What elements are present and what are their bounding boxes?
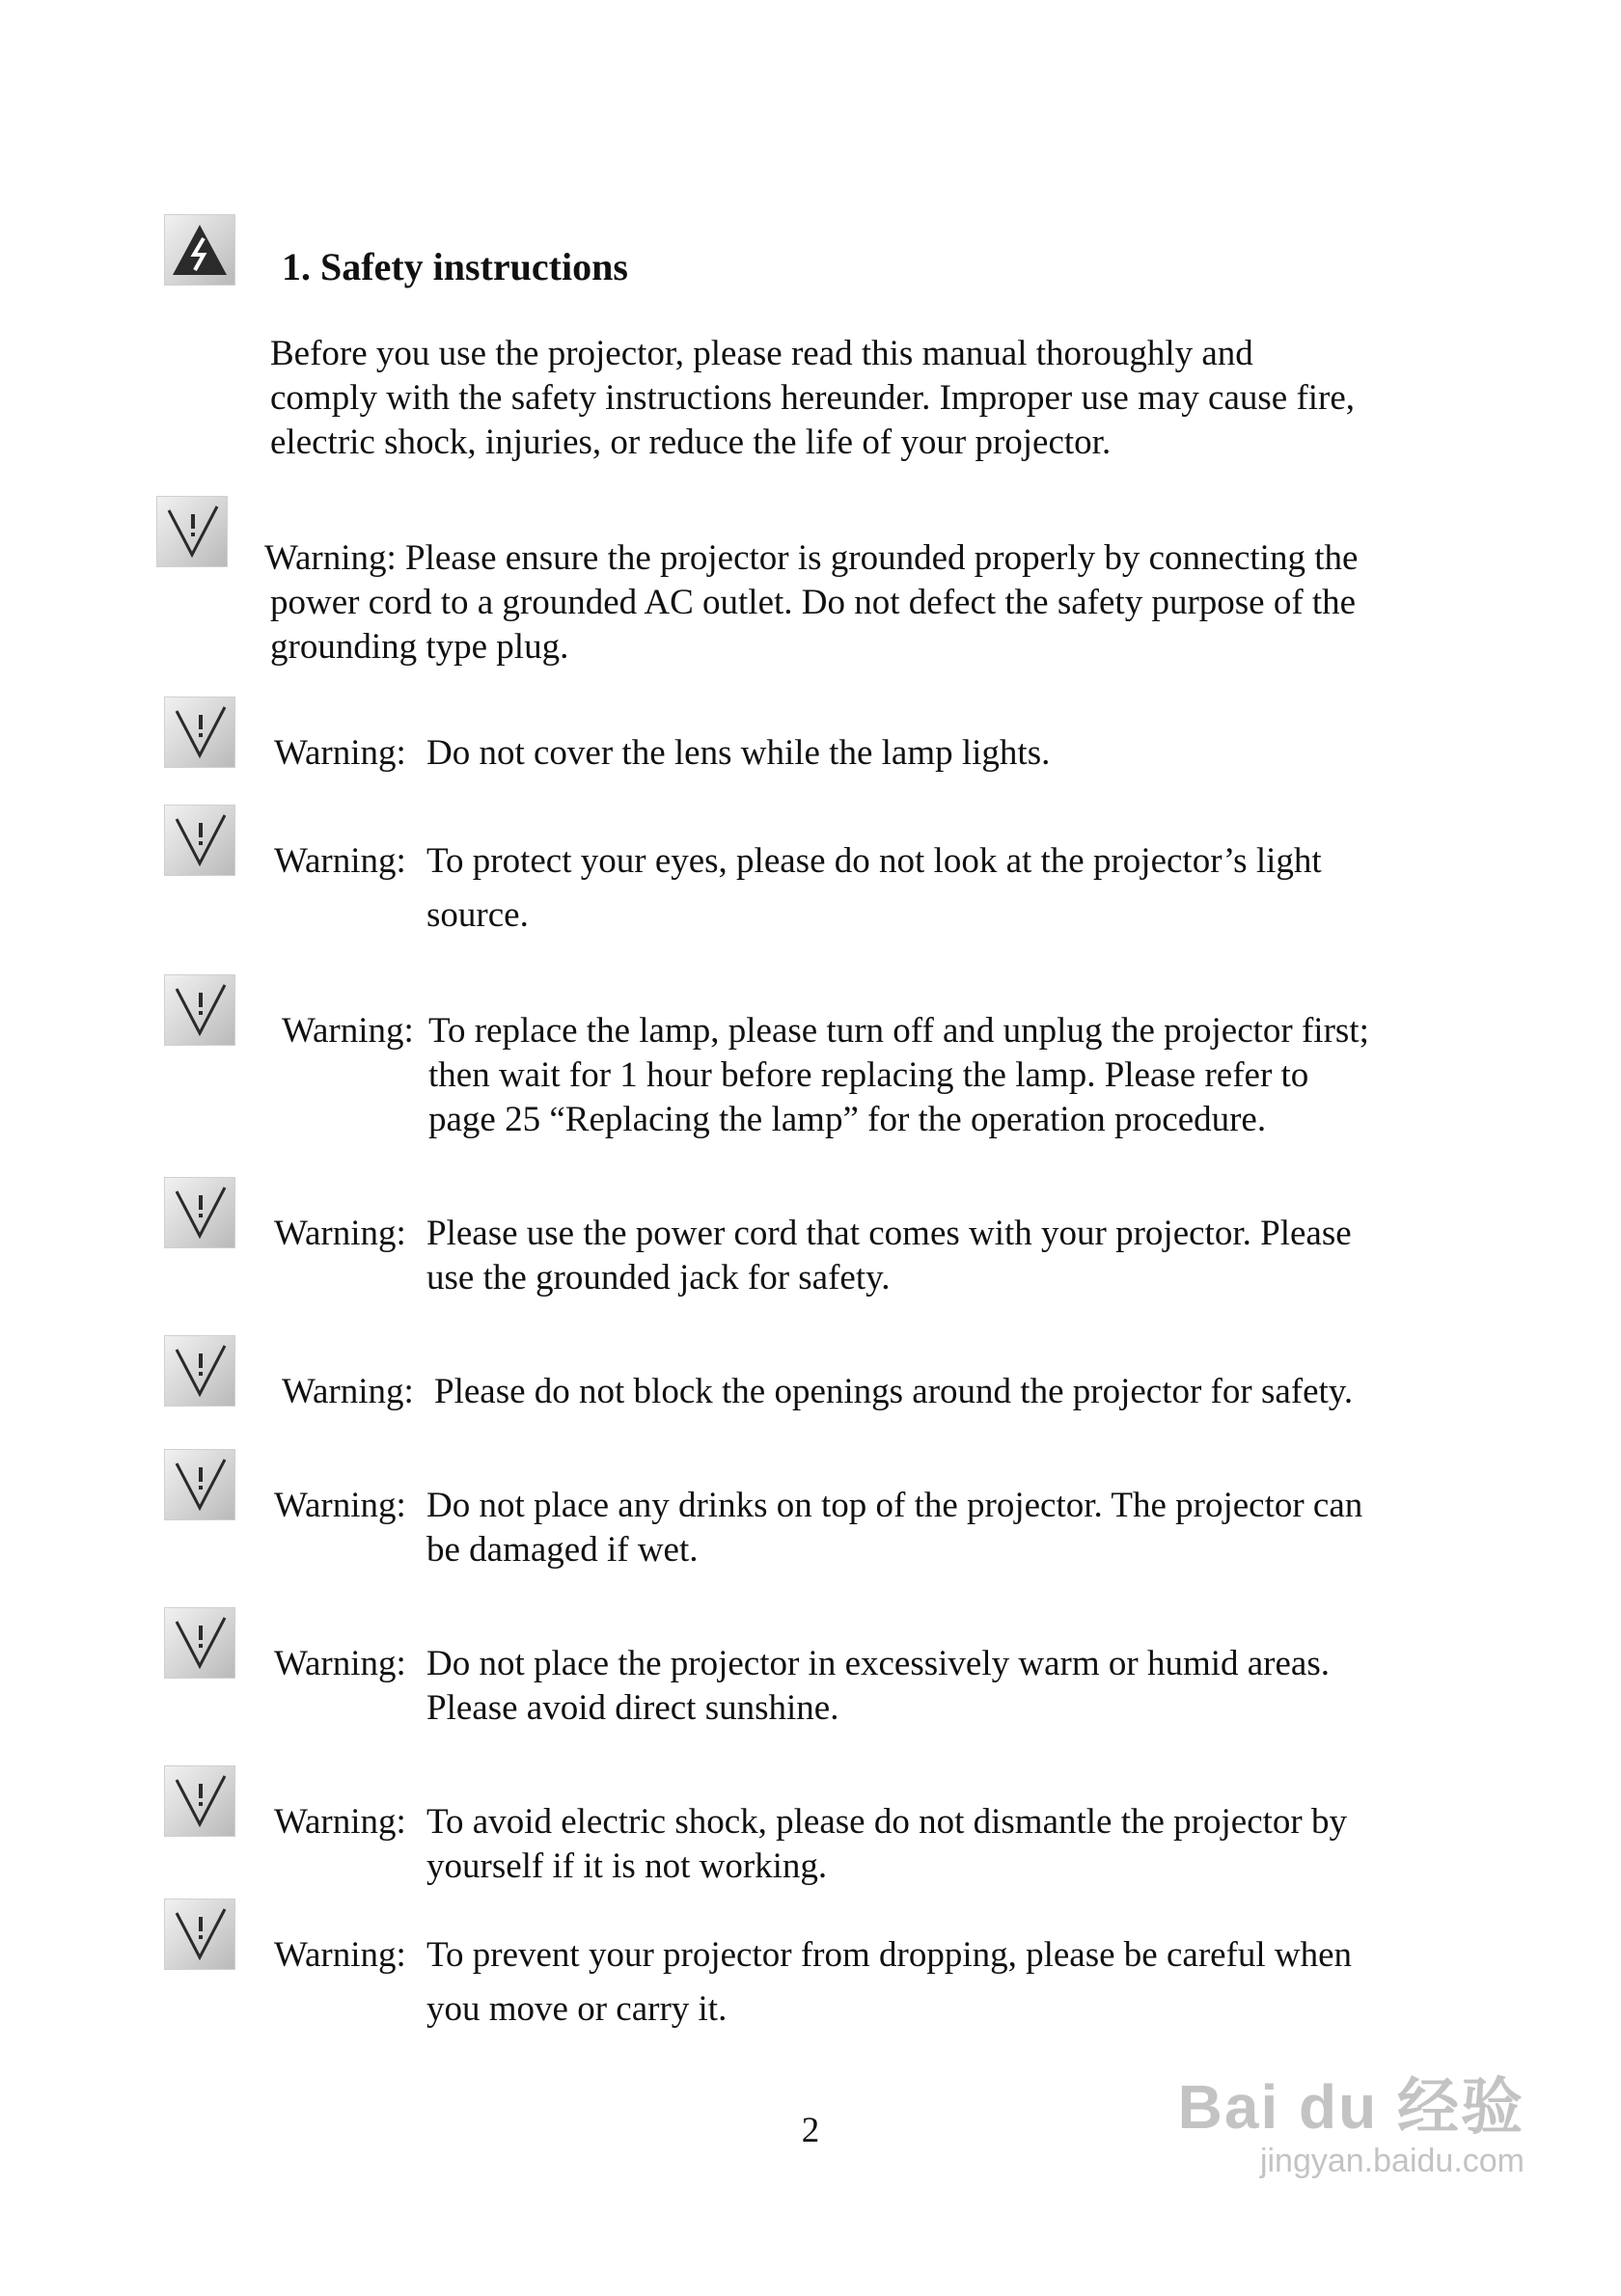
warning-icon: [164, 974, 235, 1046]
warning-label: Warning:: [274, 733, 406, 773]
warning-line: you move or carry it.: [426, 1989, 728, 2029]
warning-icon: [164, 1177, 235, 1248]
warning-label: Warning:: [274, 1214, 406, 1253]
warning-line: yourself if it is not working.: [426, 1846, 828, 1886]
warning-line: Please use the power cord that comes with your projector. Please: [426, 1214, 1352, 1253]
watermark: [1178, 2072, 1525, 2180]
warning-line: Warning: Please ensure the projector is grounded properly by connecting the: [264, 538, 1359, 578]
warning-label: Warning:: [274, 841, 406, 881]
warning-line: page 25 “Replacing the lamp” for the operation procedure.: [428, 1100, 1267, 1139]
warning-line: To prevent your projector from dropping, please be careful when: [426, 1935, 1353, 1975]
warning-icon: [164, 1765, 235, 1837]
warning-line: use the grounded jack for safety.: [426, 1258, 891, 1298]
page-number: 2: [801, 2111, 820, 2150]
warning-label: Warning:: [282, 1372, 414, 1411]
warning-label: Warning:: [282, 1011, 414, 1051]
watermark-brand: Bai du 经验: [1177, 2072, 1525, 2142]
warning-grounding: [264, 536, 1358, 670]
intro-line: comply with the safety instructions hereunder. Improper use may cause fire,: [270, 378, 1356, 418]
intro-line: electric shock, injuries, or reduce the life of your projector.: [270, 423, 1112, 462]
warning-icon: [164, 1335, 235, 1407]
warning-label: Warning:: [274, 1486, 406, 1525]
warning-line: Please avoid direct sunshine.: [426, 1688, 839, 1728]
warning-line: To protect your eyes, please do not look at the projector’s light: [426, 841, 1322, 881]
electric-hazard-icon: [164, 214, 235, 286]
warning-line: Do not place the projector in excessively warm or humid areas.: [426, 1644, 1330, 1683]
warning-label: Warning:: [274, 1802, 406, 1842]
warning-line: source.: [426, 895, 529, 935]
warning-line: To replace the lamp, please turn off and unplug the projector first;: [428, 1011, 1369, 1051]
warning-line: Do not cover the lens while the lamp lights.: [426, 733, 1051, 773]
warning-label: Warning:: [274, 1935, 406, 1975]
warning-icon: [164, 805, 235, 876]
warning-line: Please do not block the openings around the projector for safety.: [434, 1372, 1354, 1411]
warning-icon: [164, 1607, 235, 1679]
warning-icon: [156, 496, 228, 567]
intro-line: Before you use the projector, please read this manual thoroughly and: [270, 334, 1253, 373]
warning-line: grounding type plug.: [270, 627, 569, 667]
warning-line: To avoid electric shock, please do not dismantle the projector by: [426, 1802, 1347, 1842]
section-title: 1. Safety instructions: [282, 245, 628, 288]
warning-icon: [164, 1899, 235, 1970]
warning-label: Warning:: [274, 1644, 406, 1683]
warning-line: then wait for 1 hour before replacing the lamp. Please refer to: [428, 1055, 1309, 1095]
intro-paragraph: [270, 332, 1355, 465]
warning-icon: [164, 697, 235, 768]
warning-line: be damaged if wet.: [426, 1530, 699, 1570]
warning-icon: [164, 1449, 235, 1520]
watermark-site: jingyan.baidu.com: [1259, 2143, 1525, 2179]
warning-line: power cord to a grounded AC outlet. Do not defect the safety purpose of the: [270, 583, 1357, 622]
warning-line: Do not place any drinks on top of the projector. The projector can: [426, 1486, 1363, 1525]
